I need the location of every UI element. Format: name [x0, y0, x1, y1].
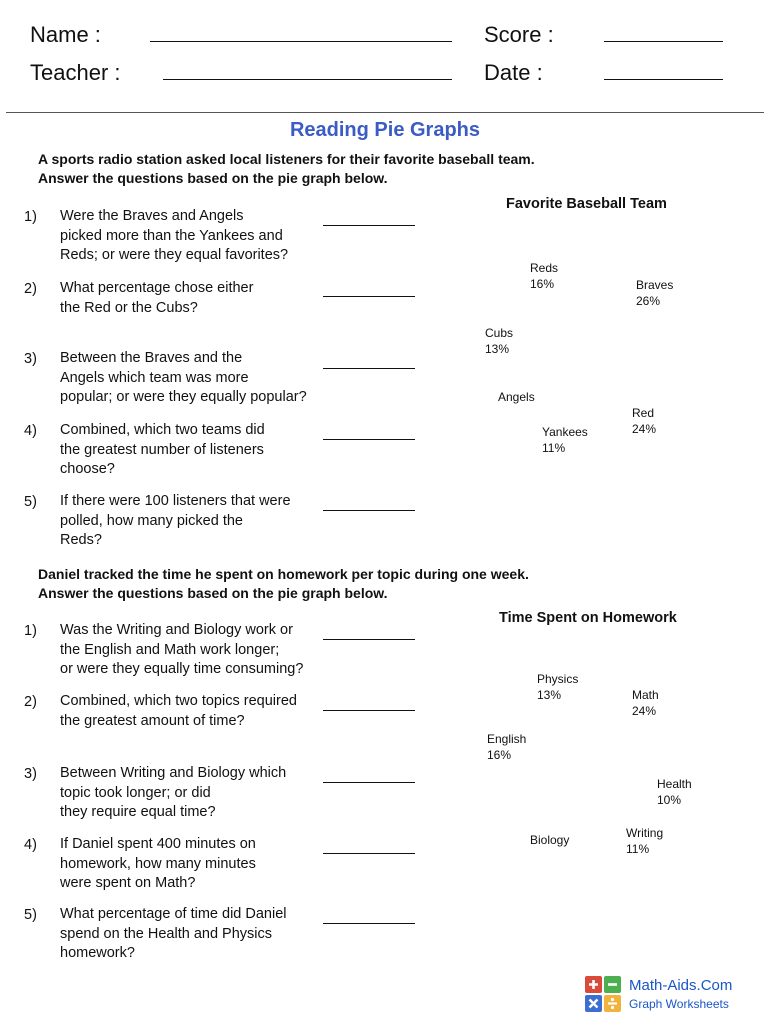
question-line: they require equal time? [60, 804, 216, 820]
score-field-line[interactable] [604, 41, 723, 42]
question-line: What percentage of time did Daniel [60, 906, 287, 922]
slice-value: 11% [626, 842, 650, 856]
slice-name: Cubs [485, 326, 514, 340]
question-line: If there were 100 listeners that were [60, 493, 291, 509]
slice-name: Health [657, 777, 692, 791]
slice-value: 13% [485, 342, 510, 356]
slice-name: Math [632, 688, 659, 702]
section2-answer-blank[interactable] [323, 639, 415, 640]
slice-name: Yankees [542, 425, 588, 439]
section1-question-text [60, 279, 322, 318]
question-line: homework? [60, 945, 135, 961]
section1-question-number: 3) [24, 351, 37, 367]
section2-question-number: 2) [24, 694, 37, 710]
question-line: Between the Braves and the [60, 350, 243, 366]
section2-question-text [60, 692, 322, 731]
section2-question-text [60, 621, 322, 680]
section1-question-text [60, 207, 322, 266]
pie-slice-label [537, 671, 578, 703]
logo-subtitle: Graph Worksheets [629, 997, 729, 1011]
section2-question-number: 3) [24, 766, 37, 782]
question-line: the English and Math work longer; [60, 641, 280, 658]
section1-answer-blank[interactable] [323, 225, 415, 226]
question-line: topic took longer; or did [60, 784, 211, 801]
chart1-title: Favorite Baseball Team [506, 196, 667, 212]
name-label: Name : [30, 22, 101, 47]
slice-value: 16% [530, 277, 555, 291]
question-line: Was the Writing and Biology work or [60, 622, 293, 638]
question-line: picked more than the Yankees and [60, 227, 283, 244]
question-line: Angels which team was more [60, 369, 249, 386]
section1-question-text [60, 492, 322, 551]
question-line: popular; or were they equally popular? [60, 389, 307, 405]
slice-name: Physics [537, 672, 579, 686]
section1-answer-blank[interactable] [323, 368, 415, 369]
pie-slice-label [626, 825, 663, 857]
section2-intro [38, 565, 529, 603]
logo-text[interactable] [629, 977, 732, 1011]
section1-question-number: 5) [24, 494, 37, 510]
section2-question-number: 1) [24, 623, 37, 639]
section2-question-text [60, 835, 322, 894]
pie-slice-label [485, 325, 513, 357]
pie-slice-label [487, 731, 526, 763]
slice-value: 10% [657, 793, 682, 807]
section2-intro-line1: Daniel tracked the time he spent on homework per topic during one week. [38, 566, 529, 582]
slice-value: 24% [632, 422, 657, 436]
section2-answer-blank[interactable] [323, 923, 415, 924]
section1-question-number: 1) [24, 209, 37, 225]
section2-answer-blank[interactable] [323, 710, 415, 711]
section1-answer-blank[interactable] [323, 439, 415, 440]
section1-question-text [60, 349, 322, 408]
question-line: were spent on Math? [60, 875, 196, 891]
slice-name: Biology [530, 833, 570, 847]
slice-value: 11% [542, 441, 566, 455]
section1-question-number: 4) [24, 423, 37, 439]
slice-name: English [487, 732, 527, 746]
header-divider [6, 112, 764, 113]
section2-question-text [60, 764, 322, 823]
question-line: What percentage chose either [60, 280, 254, 296]
question-line: If Daniel spent 400 minutes on [60, 836, 256, 852]
question-line: Reds? [60, 532, 102, 548]
section1-intro [38, 150, 535, 188]
question-line: Combined, which two teams did [60, 422, 265, 438]
section1-intro-line2: Answer the questions based on the pie graph below. [38, 170, 388, 186]
date-label: Date : [484, 60, 543, 85]
name-field-line[interactable] [150, 41, 452, 42]
question-line: Were the Braves and Angels [60, 208, 244, 224]
pie-slice-label [636, 277, 673, 309]
question-line: the greatest amount of time? [60, 712, 245, 729]
slice-value: 24% [632, 704, 657, 718]
teacher-label: Teacher : [30, 60, 121, 85]
section2-question-number: 5) [24, 907, 37, 923]
section1-answer-blank[interactable] [323, 510, 415, 511]
section1-question-text [60, 421, 322, 480]
question-line: the greatest number of listeners [60, 441, 264, 458]
section2-question-number: 4) [24, 837, 37, 853]
slice-name: Writing [626, 826, 664, 840]
question-line: Reds; or were they equal favorites? [60, 247, 289, 263]
pie-slice-label [657, 776, 692, 808]
calculator-icon [584, 975, 622, 1013]
pie-slice-label [542, 424, 588, 456]
chart2-title: Time Spent on Homework [499, 610, 677, 626]
slice-name: Red [632, 406, 655, 420]
slice-value: 13% [537, 688, 562, 702]
pie-slice-label [530, 832, 569, 848]
section1-question-number: 2) [24, 281, 37, 297]
date-field-line[interactable] [604, 79, 723, 80]
section2-answer-blank[interactable] [323, 782, 415, 783]
teacher-field-line[interactable] [163, 79, 452, 80]
question-line: the Red or the Cubs? [60, 299, 198, 316]
section1-answer-blank[interactable] [323, 296, 415, 297]
section1-intro-line1: A sports radio station asked local listeners for their favorite baseball team. [38, 151, 535, 167]
score-label: Score : [484, 22, 554, 47]
pie-slice-label [632, 687, 659, 719]
question-line: spend on the Health and Physics [60, 925, 272, 942]
section2-answer-blank[interactable] [323, 853, 415, 854]
slice-value: 16% [487, 748, 512, 762]
slice-name: Angels [498, 390, 535, 404]
slice-name: Reds [530, 261, 559, 275]
question-line: homework, how many minutes [60, 855, 256, 872]
slice-value: 26% [636, 294, 661, 308]
question-line: choose? [60, 461, 115, 477]
pie-slice-label [632, 405, 656, 437]
question-line: or were they equally time consuming? [60, 661, 304, 677]
pie-slice-label [498, 389, 535, 405]
slice-name: Braves [636, 278, 674, 292]
question-line: Combined, which two topics required [60, 693, 297, 709]
section2-question-text [60, 905, 322, 964]
logo-name[interactable]: Math-Aids.Com [629, 977, 733, 994]
pie-slice-label [530, 260, 558, 292]
question-line: Between Writing and Biology which [60, 765, 287, 781]
question-line: polled, how many picked the [60, 512, 243, 529]
section2-intro-line2: Answer the questions based on the pie graph below. [38, 585, 388, 601]
page-title: Reading Pie Graphs [289, 119, 481, 141]
